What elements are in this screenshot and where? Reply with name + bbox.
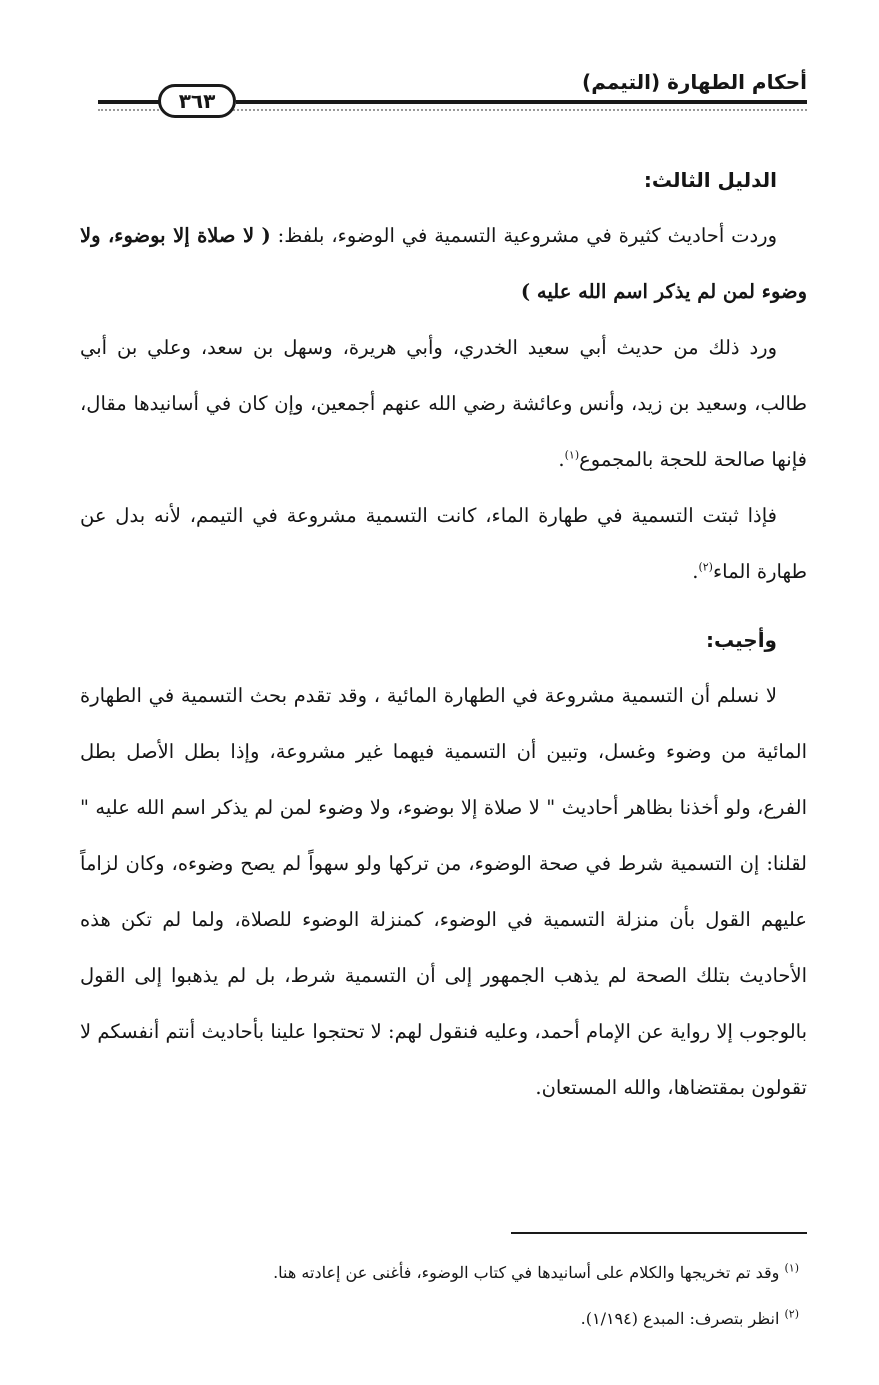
footnote-marker: (١) <box>784 1261 799 1275</box>
section-heading: وأجيب: <box>705 628 777 652</box>
book-title: أحكام الطهارة (التيمم) <box>582 70 807 94</box>
footnote-separator <box>511 1232 807 1234</box>
header-rule-left <box>98 100 160 104</box>
paragraph-end: . <box>692 560 699 583</box>
header-rule <box>236 100 807 104</box>
paragraph-text: فإذا ثبتت التسمية في طهارة الماء، كانت التسمية مشروعة في التيمم، لأنه بدل عن طهارة الماء <box>80 504 807 583</box>
paragraph: لا نسلم أن التسمية مشروعة في الطهارة المائية ، وقد تقدم بحث التسمية في الطهارة المائية من وضوء وغسل، وتبين أن التسمية فيهما غير مشروعة، وإذا بطل الأصل بطل الفرع، ولو أخذنا بظاهر أحاديث " لا صلاة إلا بوضوء، ولا وضوء لمن لم يذكر اسم الله عليه " لقلنا: إن التسمية شرط في صحة الوضوء، من تركها ولو سهواً لم يصح وضوءه، وكان لزاماً عليهم القول بأن منزلة التسمية في الوضوء، كمنزلة الوضوء للصلاة، ولما لم تكن هذه الأحاديث بتلك الصحة لم يذهب الجمهور إلى أن التسمية شرط، بل لم يذهبوا إلى القول بالوجوب إلا رواية عن الإمام أحمد، وعليه فنقول لهم: لا تحتجوا علينا بأحاديث أنتم أنفسكم لا تقولون بمقتضاها، والله المستعان. <box>80 684 807 1099</box>
page-number: ٣٦٣ <box>158 84 236 118</box>
section-heading: الدليل الثالث: <box>643 168 777 192</box>
hadith-quote: ( لا صلاة إلا بوضوء، ولا وضوء لمن لم يذكر اسم الله عليه ) <box>80 224 807 303</box>
main-text <box>80 152 807 1116</box>
footnote-marker: (٢) <box>784 1307 799 1321</box>
paragraph-text: ورد ذلك من حديث أبي سعيد الخدري، وأبي هريرة، وسهل بن سعد، وعلي بن أبي طالب، وسعيد بن زيد، وأنس وعائشة رضي الله عنهم أجمعين، وإن كان في أسانيدها مقال، فإنها صالحة للحجة بالمجموع <box>80 336 807 471</box>
footnote-text: انظر بتصرف: المبدع (١/١٩٤). <box>580 1309 785 1328</box>
footnotes <box>80 1250 807 1342</box>
paragraph <box>80 208 807 320</box>
paragraph-end: . <box>558 448 565 471</box>
footnote <box>80 1250 807 1296</box>
paragraph-text: وردت أحاديث كثيرة في مشروعية التسمية في الوضوء، بلفظ: <box>270 224 778 247</box>
footnote <box>80 1296 807 1342</box>
footnote-ref: (٢) <box>698 560 713 574</box>
footnote-text: وقد تم تخريجها والكلام على أسانيدها في كتاب الوضوء، فأغنى عن إعادته هنا. <box>273 1263 785 1282</box>
footnote-ref: (١) <box>564 448 580 462</box>
paragraph <box>80 488 807 600</box>
paragraph <box>80 320 807 488</box>
page-header <box>0 60 879 130</box>
